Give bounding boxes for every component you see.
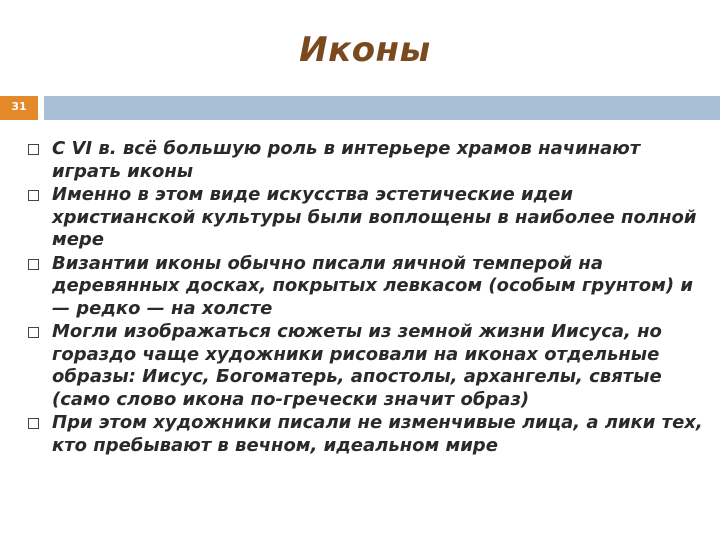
bullet-item xyxy=(28,138,708,183)
bullet-text: С VI в. всё большую роль в интерьере храмов начинают играть иконы xyxy=(52,138,641,182)
square-bullet-icon xyxy=(28,418,39,429)
bullet-item xyxy=(28,253,708,321)
bullet-text: Именно в этом виде искусства эстетические идеи христианской культуры были воплощены в наиболее полной мере xyxy=(52,184,697,250)
bullet-item xyxy=(28,184,708,252)
bullet-item xyxy=(28,412,708,457)
bullet-item xyxy=(28,321,708,411)
header-bar xyxy=(44,96,720,120)
bullet-text: При этом художники писали не изменчивые лица, а лики тех, кто пребывают в вечном, идеальном мире xyxy=(52,412,703,456)
bullet-text: Могли изображаться сюжеты из земной жизни Иисуса, но гораздо чаще художники рисовали на иконах отдельные образы: Иисус, Богоматерь, апостолы, архангелы, святые (само слово икона по-гречески значит образ) xyxy=(52,321,662,410)
bullet-list xyxy=(28,138,708,458)
square-bullet-icon xyxy=(28,190,39,201)
slide-number: 31 xyxy=(0,96,38,120)
slide-title: Иконы xyxy=(299,30,431,70)
square-bullet-icon xyxy=(28,259,39,270)
square-bullet-icon xyxy=(28,144,39,155)
square-bullet-icon xyxy=(28,327,39,338)
bullet-text: Византии иконы обычно писали яичной темперой на деревянных досках, покрытых левкасом (особым грунтом) и — редко — на холсте xyxy=(52,252,693,319)
